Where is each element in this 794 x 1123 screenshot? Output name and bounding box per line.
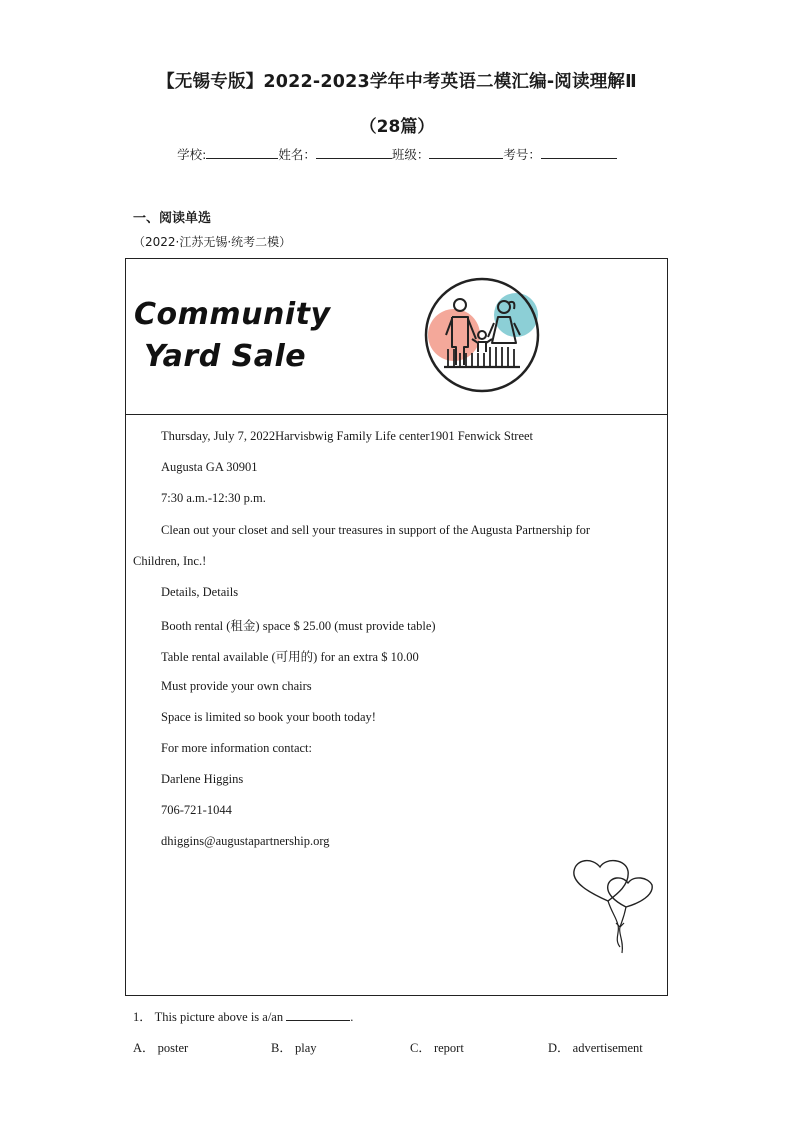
event-date-venue: Thursday, July 7, 2022Harvisbwig Family Life center1901 Fenwick Street — [161, 429, 534, 443]
event-time: 7:30 a.m.-12:30 p.m. — [161, 491, 266, 505]
option-b[interactable] — [271, 1038, 317, 1056]
class-label: 班级： — [391, 147, 430, 162]
option-letter: A． — [133, 1041, 155, 1055]
flyer-title-line2: Yard Sale — [144, 339, 307, 374]
contact-heading: For more information contact: — [161, 741, 313, 755]
answer-blank[interactable] — [286, 1009, 350, 1021]
option-letter: C． — [410, 1041, 431, 1055]
option-text: advertisement — [572, 1041, 643, 1055]
flyer-title-line1: Community — [134, 297, 331, 332]
question-1 — [133, 1007, 353, 1025]
question-end: . — [350, 1010, 354, 1024]
contact-phone: 706-721-1044 — [161, 803, 232, 817]
option-text: play — [294, 1041, 317, 1055]
option-text: report — [433, 1041, 464, 1055]
option-text: poster — [157, 1041, 189, 1055]
option-d[interactable] — [548, 1038, 643, 1056]
flyer-divider — [126, 414, 667, 415]
event-purpose: Clean out your closet and sell your treasures in support of the Augusta Partnership for — [161, 523, 591, 537]
document-title: 【无锡专版】2022-2023学年中考英语二模汇编-阅读理解Ⅱ — [157, 72, 637, 92]
flyer-box — [125, 258, 668, 996]
section-title: 一、阅读单选 — [133, 211, 212, 226]
class-blank[interactable] — [429, 146, 503, 159]
exam-number-blank[interactable] — [541, 146, 617, 159]
student-info-fields — [0, 145, 794, 163]
family-icon — [424, 277, 540, 393]
contact-email: dhiggins@augustapartnership.org — [161, 834, 330, 848]
document-subtitle: （28篇） — [359, 117, 435, 137]
details-heading: Details, Details — [161, 585, 239, 599]
school-label: 学校: — [177, 147, 207, 162]
question-source: （2022·江苏无锡·统考二模） — [133, 235, 292, 249]
chairs-note: Must provide your own chairs — [161, 679, 312, 693]
name-label: 姓名： — [278, 147, 316, 162]
event-purpose-cont: Children, Inc.! — [133, 554, 207, 568]
option-c[interactable] — [410, 1038, 464, 1056]
booth-rental: Booth rental (租金) space $ 25.00 (must provide table) — [161, 619, 436, 633]
name-blank[interactable] — [316, 146, 392, 159]
school-blank[interactable] — [206, 146, 278, 159]
exam-number-label: 考号： — [503, 147, 541, 162]
event-city: Augusta GA 30901 — [161, 460, 258, 474]
question-number: 1． — [133, 1010, 152, 1024]
option-letter: D． — [548, 1041, 570, 1055]
question-text: This picture above is a/an — [154, 1010, 284, 1024]
space-note: Space is limited so book your booth today! — [161, 710, 376, 724]
table-rental: Table rental available (可用的) for an extra $ 10.00 — [161, 650, 419, 664]
heart-balloons-icon — [570, 857, 666, 957]
option-letter: B． — [271, 1041, 292, 1055]
contact-name: Darlene Higgins — [161, 772, 244, 786]
option-a[interactable] — [133, 1038, 188, 1056]
